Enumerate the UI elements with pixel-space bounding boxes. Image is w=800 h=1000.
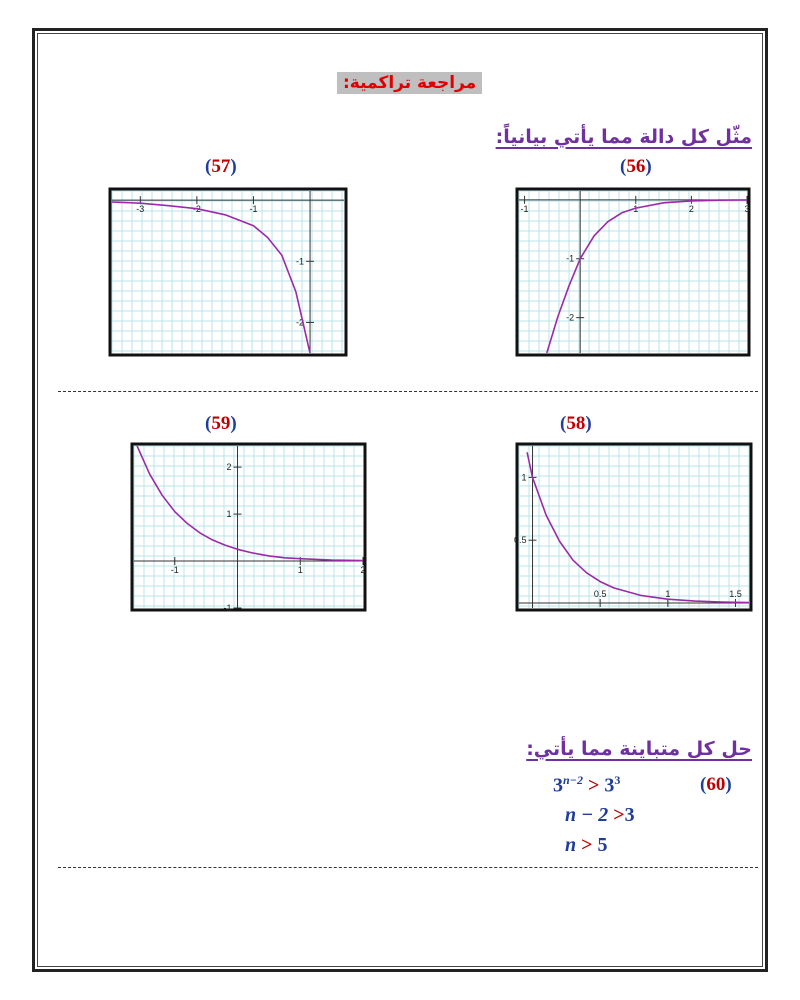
x-tick-label: -1 <box>520 203 529 214</box>
x-tick-label: 1.5 <box>729 588 742 599</box>
x-tick-label: -3 <box>136 204 145 215</box>
x-tick-label: 1 <box>633 203 639 214</box>
x-tick-label: 2 <box>360 565 366 576</box>
x-tick-label: 2 <box>688 203 694 214</box>
review-title: مراجعة تراكمية: <box>337 72 482 94</box>
x-tick-label: -2 <box>192 204 201 215</box>
graph-56 <box>516 188 750 356</box>
x-tick-label: 1 <box>665 588 671 599</box>
y-tick-label: 0.5 <box>514 535 527 546</box>
graph-59 <box>131 443 366 611</box>
solution-line-2: n − 2 >3 <box>565 804 635 826</box>
inequality-instruction: حل كل متباينة مما يأتي: <box>526 738 752 760</box>
y-tick-label: -1 <box>296 256 305 267</box>
graph-58 <box>516 443 752 611</box>
graph-frame <box>132 444 365 610</box>
solution-line-3: n > 5 <box>565 834 608 856</box>
x-tick-label: -1 <box>170 565 179 576</box>
problem-59-label: (59) <box>205 413 237 434</box>
divider-1 <box>58 391 758 392</box>
y-tick-label: 1 <box>226 509 232 520</box>
solution-line-1: $3^{n-2} > 3^3$ <box>553 773 621 797</box>
y-tick-label: -2 <box>296 317 305 328</box>
y-tick-label: -2 <box>566 312 575 323</box>
x-tick-label: 3 <box>744 203 750 214</box>
graph-frame <box>517 189 749 355</box>
x-tick-label: -1 <box>249 204 258 215</box>
problem-60-label: (60) <box>700 774 732 795</box>
x-tick-label: 1 <box>297 565 303 576</box>
y-tick-label: 1 <box>521 472 527 483</box>
divider-2 <box>58 867 758 868</box>
graph-57 <box>109 188 347 356</box>
y-tick-label: 2 <box>226 462 232 473</box>
problem-56-label: (56) <box>620 156 652 177</box>
y-tick-label: -1 <box>223 603 232 613</box>
y-tick-label: -1 <box>566 253 575 264</box>
graph-frame <box>110 189 346 355</box>
problem-58-label: (58) <box>560 413 592 434</box>
x-tick-label: 0.5 <box>593 588 607 599</box>
graph-instruction: مثّل كل دالة مما يأتي بيانياً: <box>495 126 752 148</box>
problem-57-label: (57) <box>205 156 237 177</box>
